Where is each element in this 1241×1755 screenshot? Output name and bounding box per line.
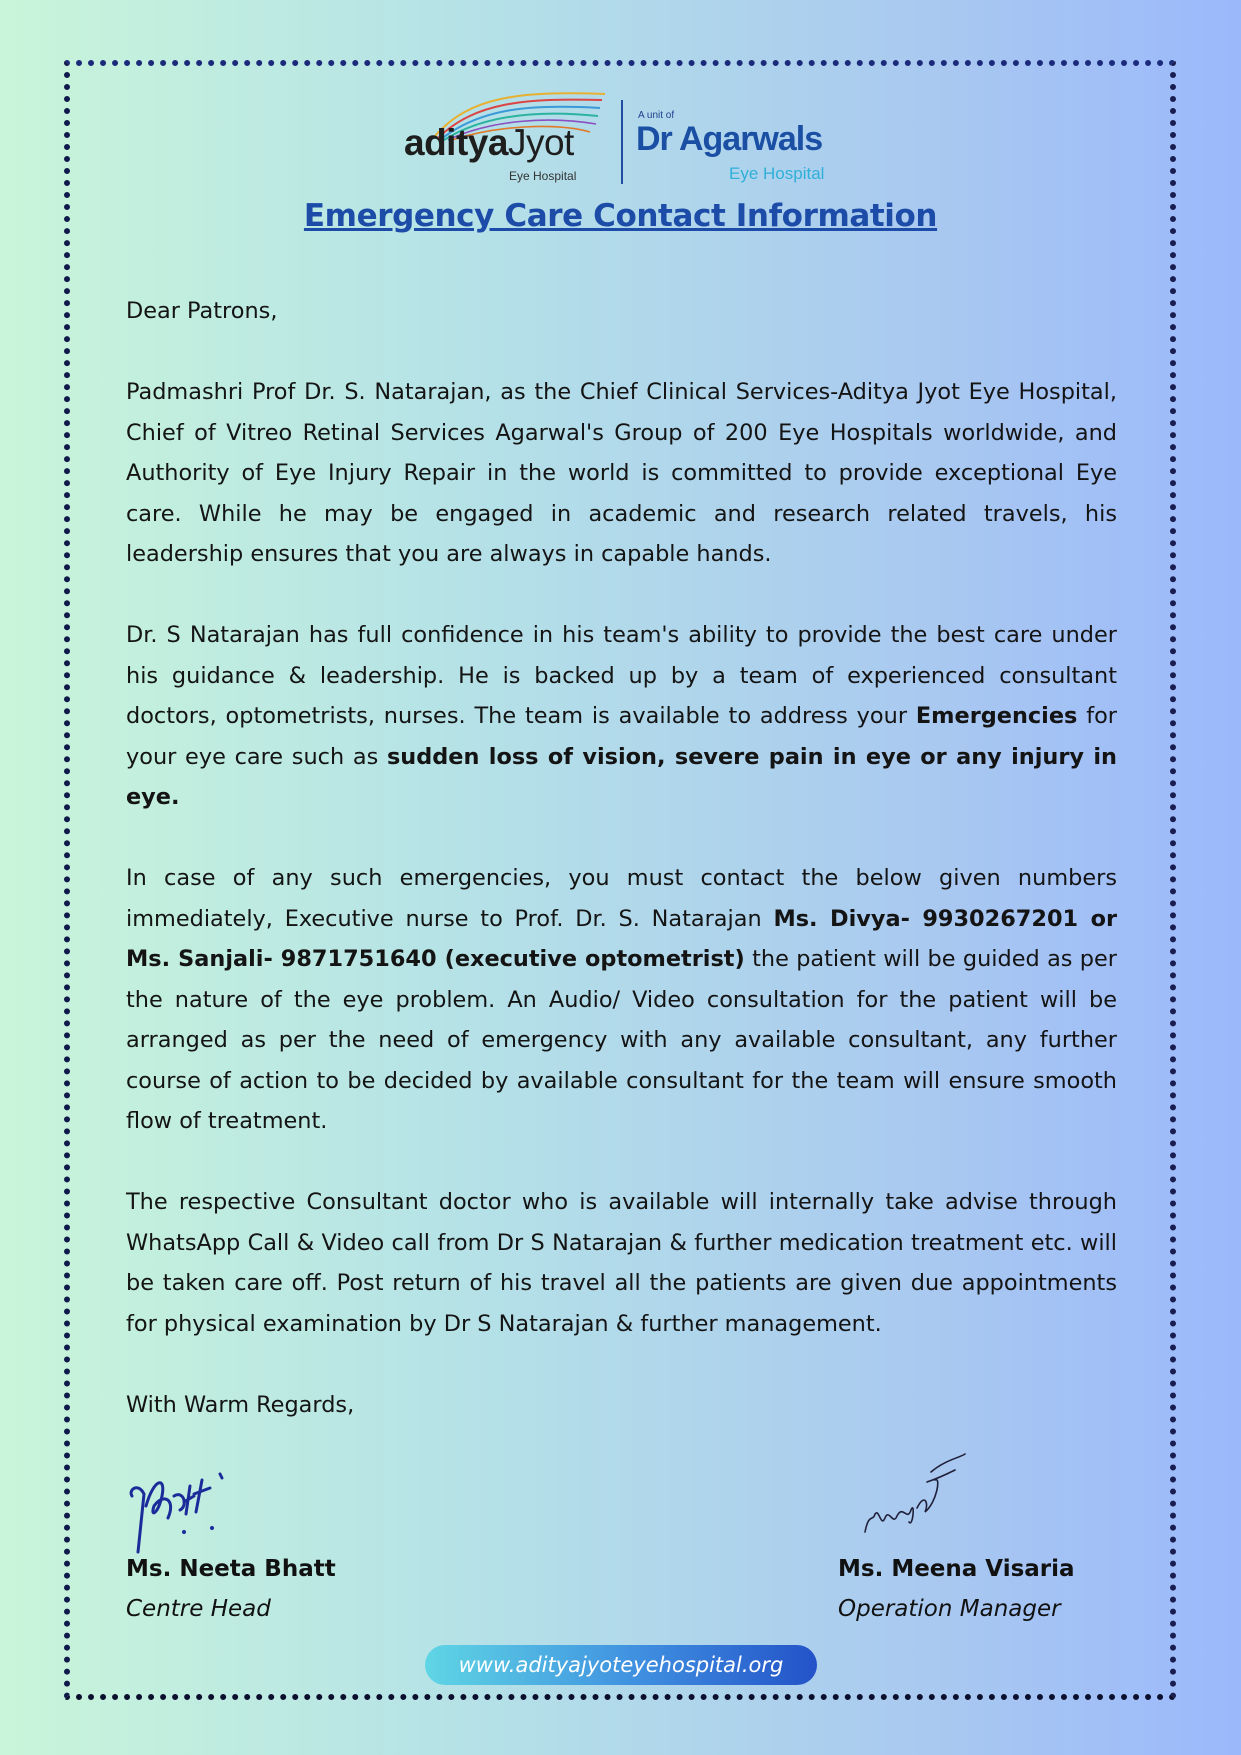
signatory-1-name: Ms. Neeta Bhatt [126, 1556, 336, 1582]
paragraph-1: Padmashri Prof Dr. S. Natarajan, as the Chief Clinical Services-Aditya Jyot Eye Hospital, Chief of Vitreo Retinal Services Agarwal's Group of 200 Eye Hospitals worldwide, and Authority of Eye Injury Repair in the world is committed to provide exceptional Eye care. While he may be engaged in academic and research related travels, his leadership ensures that you are always in capable hands. [126, 379, 1117, 567]
emergencies-emphasis: Emergencies [915, 703, 1078, 729]
neeta-bhatt-signature [124, 1466, 244, 1556]
logo-divider [621, 100, 623, 184]
unit-of-label: A unit of [638, 110, 675, 121]
closing: With Warm Regards, [126, 1391, 355, 1418]
signatory-2-role: Operation Manager [838, 1596, 1061, 1622]
page-title: Emergency Care Contact Information [303, 198, 938, 234]
meena-visaria-signature [855, 1452, 975, 1552]
emergency-contacts: Ms. Divya- 9930267201 or Ms. Sanjali- 9871751640 (executive optometrist) [126, 905, 1117, 972]
symptoms-emphasis: sudden loss of vision, severe pain in eye or any injury in eye. [126, 743, 1117, 810]
website-link[interactable]: www.adityajyoteyehospital.org [425, 1645, 817, 1685]
paragraph-4: The respective Consultant doctor who is available will internally take advise through WhatsApp Call & Video call from Dr S Natarajan & further medication treatment etc. will be taken care off. Post return of his travel all the patients are given due appointments for physical examination by Dr S Natarajan & further management. [126, 1189, 1117, 1337]
greeting: Dear Patrons, [126, 298, 278, 324]
signatory-2-name: Ms. Meena Visaria [838, 1556, 1075, 1582]
paragraph-3: In case of any such emergencies, you must contact the below given numbers immediately, Executive nurse to Prof. Dr. S. Natarajan Ms. Divya- 9930267201 or Ms. Sanjali- 9871751640 (executive optometrist) the patient will be guided as per the nature of the eye problem. An Audio/ Video consultation for the patient will be arranged as per the need of emergency with any available consultant, any further course of action to be decided by available consultant for the team will ensure smooth flow of treatment. [126, 865, 1117, 1134]
aditya-jyot-subtitle: Eye Hospital [509, 169, 577, 183]
dr-agarwals-wordmark: Dr Agarwals [636, 120, 823, 158]
signatory-1-role: Centre Head [126, 1596, 271, 1622]
letter-body [126, 291, 1117, 1466]
dr-agarwals-subtitle: Eye Hospital [729, 164, 825, 183]
paragraph-2: Dr. S Natarajan has full confidence in his team's ability to provide the best care under his guidance & leadership. He is backed up by a team of experienced consultant doctors, optometrists, nurses. The team is available to address your Emergencies for your eye care such as sudden loss of vision, severe pain in eye or any injury in eye. [126, 622, 1117, 810]
header-logos [0, 80, 1241, 190]
aditya-jyot-wordmark: adityaJyot [404, 122, 574, 163]
